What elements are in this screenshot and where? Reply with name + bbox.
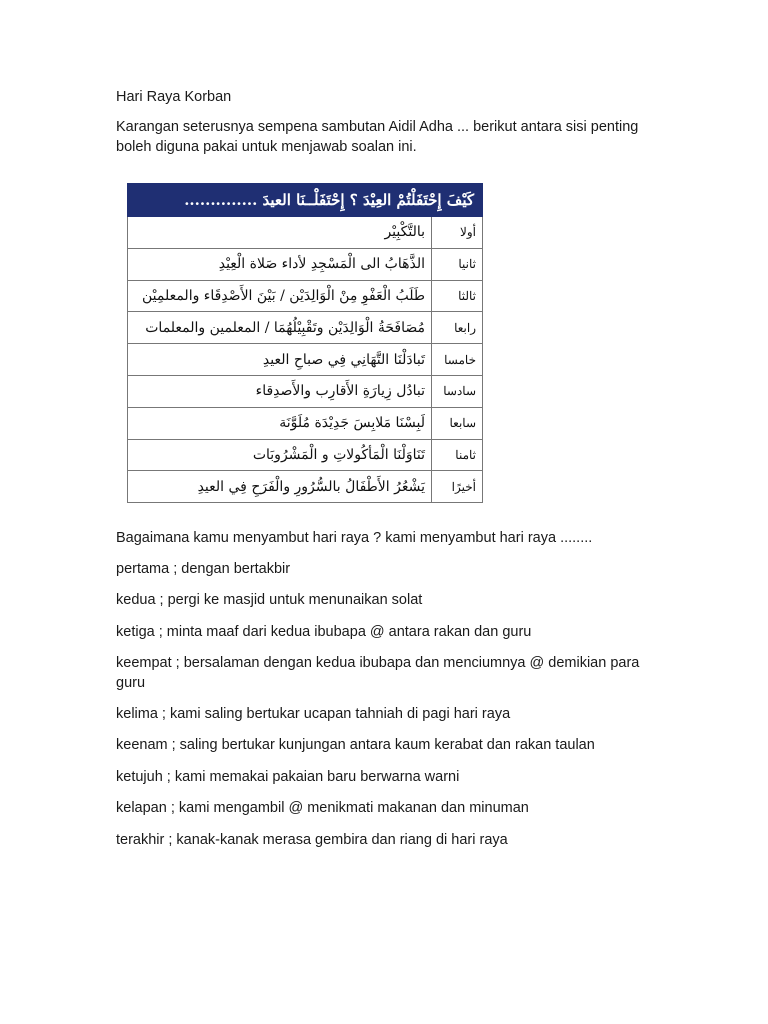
- table-row: [128, 439, 483, 471]
- row-text: لَبِسْنَا مَلابِسَ جَدِيْدَة مُلَوَّنَة: [128, 407, 432, 439]
- document-title: Hari Raya Korban: [116, 89, 232, 105]
- row-label: ثالثا: [432, 280, 483, 312]
- table-row: [128, 217, 483, 249]
- table-row: [128, 375, 483, 407]
- row-label: أخيرًا: [432, 471, 483, 503]
- table-row: [128, 248, 483, 280]
- intro-paragraph: Karangan seterusnya sempena sambutan Aidil Adha ... berikut antara sisi penting boleh diguna pakai untuk menjawab soalan ini.: [116, 119, 639, 155]
- answer-8: kelapan ; kami mengambil @ menikmati makanan dan minuman: [116, 800, 529, 816]
- row-text: الذَّهَابُ الى الْمَسْجِدِ لأداء صَلاة الْعِيْدِ: [128, 248, 432, 280]
- row-text: بالتَّكْبِيْر: [128, 217, 432, 249]
- row-label: ثانيا: [432, 248, 483, 280]
- row-text: تَنَاوَلْنَا الْمَأكُولاتِ و الْمَشْرُوبَات: [128, 439, 432, 471]
- row-label: سابعا: [432, 407, 483, 439]
- answer-3: ketiga ; minta maaf dari kedua ibubapa @ antara rakan dan guru: [116, 624, 532, 640]
- table-row: [128, 312, 483, 344]
- table-row: [128, 344, 483, 376]
- row-label: أولا: [432, 217, 483, 249]
- row-label: ثامنا: [432, 439, 483, 471]
- row-text: تبادُل زِيارَةِ الأَقارِب والأَصدِقاء: [128, 375, 432, 407]
- row-text: يَشْعُرُ الأَطْفَالُ بالسُّرُورِ والْفَرَحِ فِي العيدِ: [128, 471, 432, 503]
- answer-2: kedua ; pergi ke masjid untuk menunaikan solat: [116, 592, 423, 608]
- table-header: كَيْفَ إِحْتَفَلْتُمْ العِيْدَ ؟ إِحْتَفَلْــنَا العيدَ ..............: [128, 184, 483, 217]
- row-text: تَبادَلْنَا التَّهَانِي فِي صباحِ العيدِ: [128, 344, 432, 376]
- row-text: مُصَافَحَةُ الْوَالِدَيْن وتَقْبِيْلُهُمَا / المعلمين والمعلمات: [128, 312, 432, 344]
- answer-4: keempat ; bersalaman dengan kedua ibubapa dan menciumnya @ demikian para guru: [116, 655, 640, 691]
- arabic-table: [127, 183, 483, 503]
- answer-7: ketujuh ; kami memakai pakaian baru berwarna warni: [116, 769, 460, 785]
- row-label: رابعا: [432, 312, 483, 344]
- answer-9: terakhir ; kanak-kanak merasa gembira dan riang di hari raya: [116, 832, 508, 848]
- row-text: طَلَبُ الْعَفْوِ مِنْ الْوَالِدَيْن / بَيْنَ الأَصْدِقَاء والمعلمِيْن: [128, 280, 432, 312]
- table-row: [128, 280, 483, 312]
- row-label: خامسا: [432, 344, 483, 376]
- answer-5: kelima ; kami saling bertukar ucapan tahniah di pagi hari raya: [116, 706, 511, 722]
- answer-6: keenam ; saling bertukar kunjungan antara kaum kerabat dan rakan taulan: [116, 737, 595, 753]
- table-row: [128, 407, 483, 439]
- table-row: [128, 471, 483, 503]
- row-label: سادسا: [432, 375, 483, 407]
- answer-1: pertama ; dengan bertakbir: [116, 561, 291, 577]
- question-text: Bagaimana kamu menyambut hari raya ? kami menyambut hari raya ........: [116, 530, 593, 546]
